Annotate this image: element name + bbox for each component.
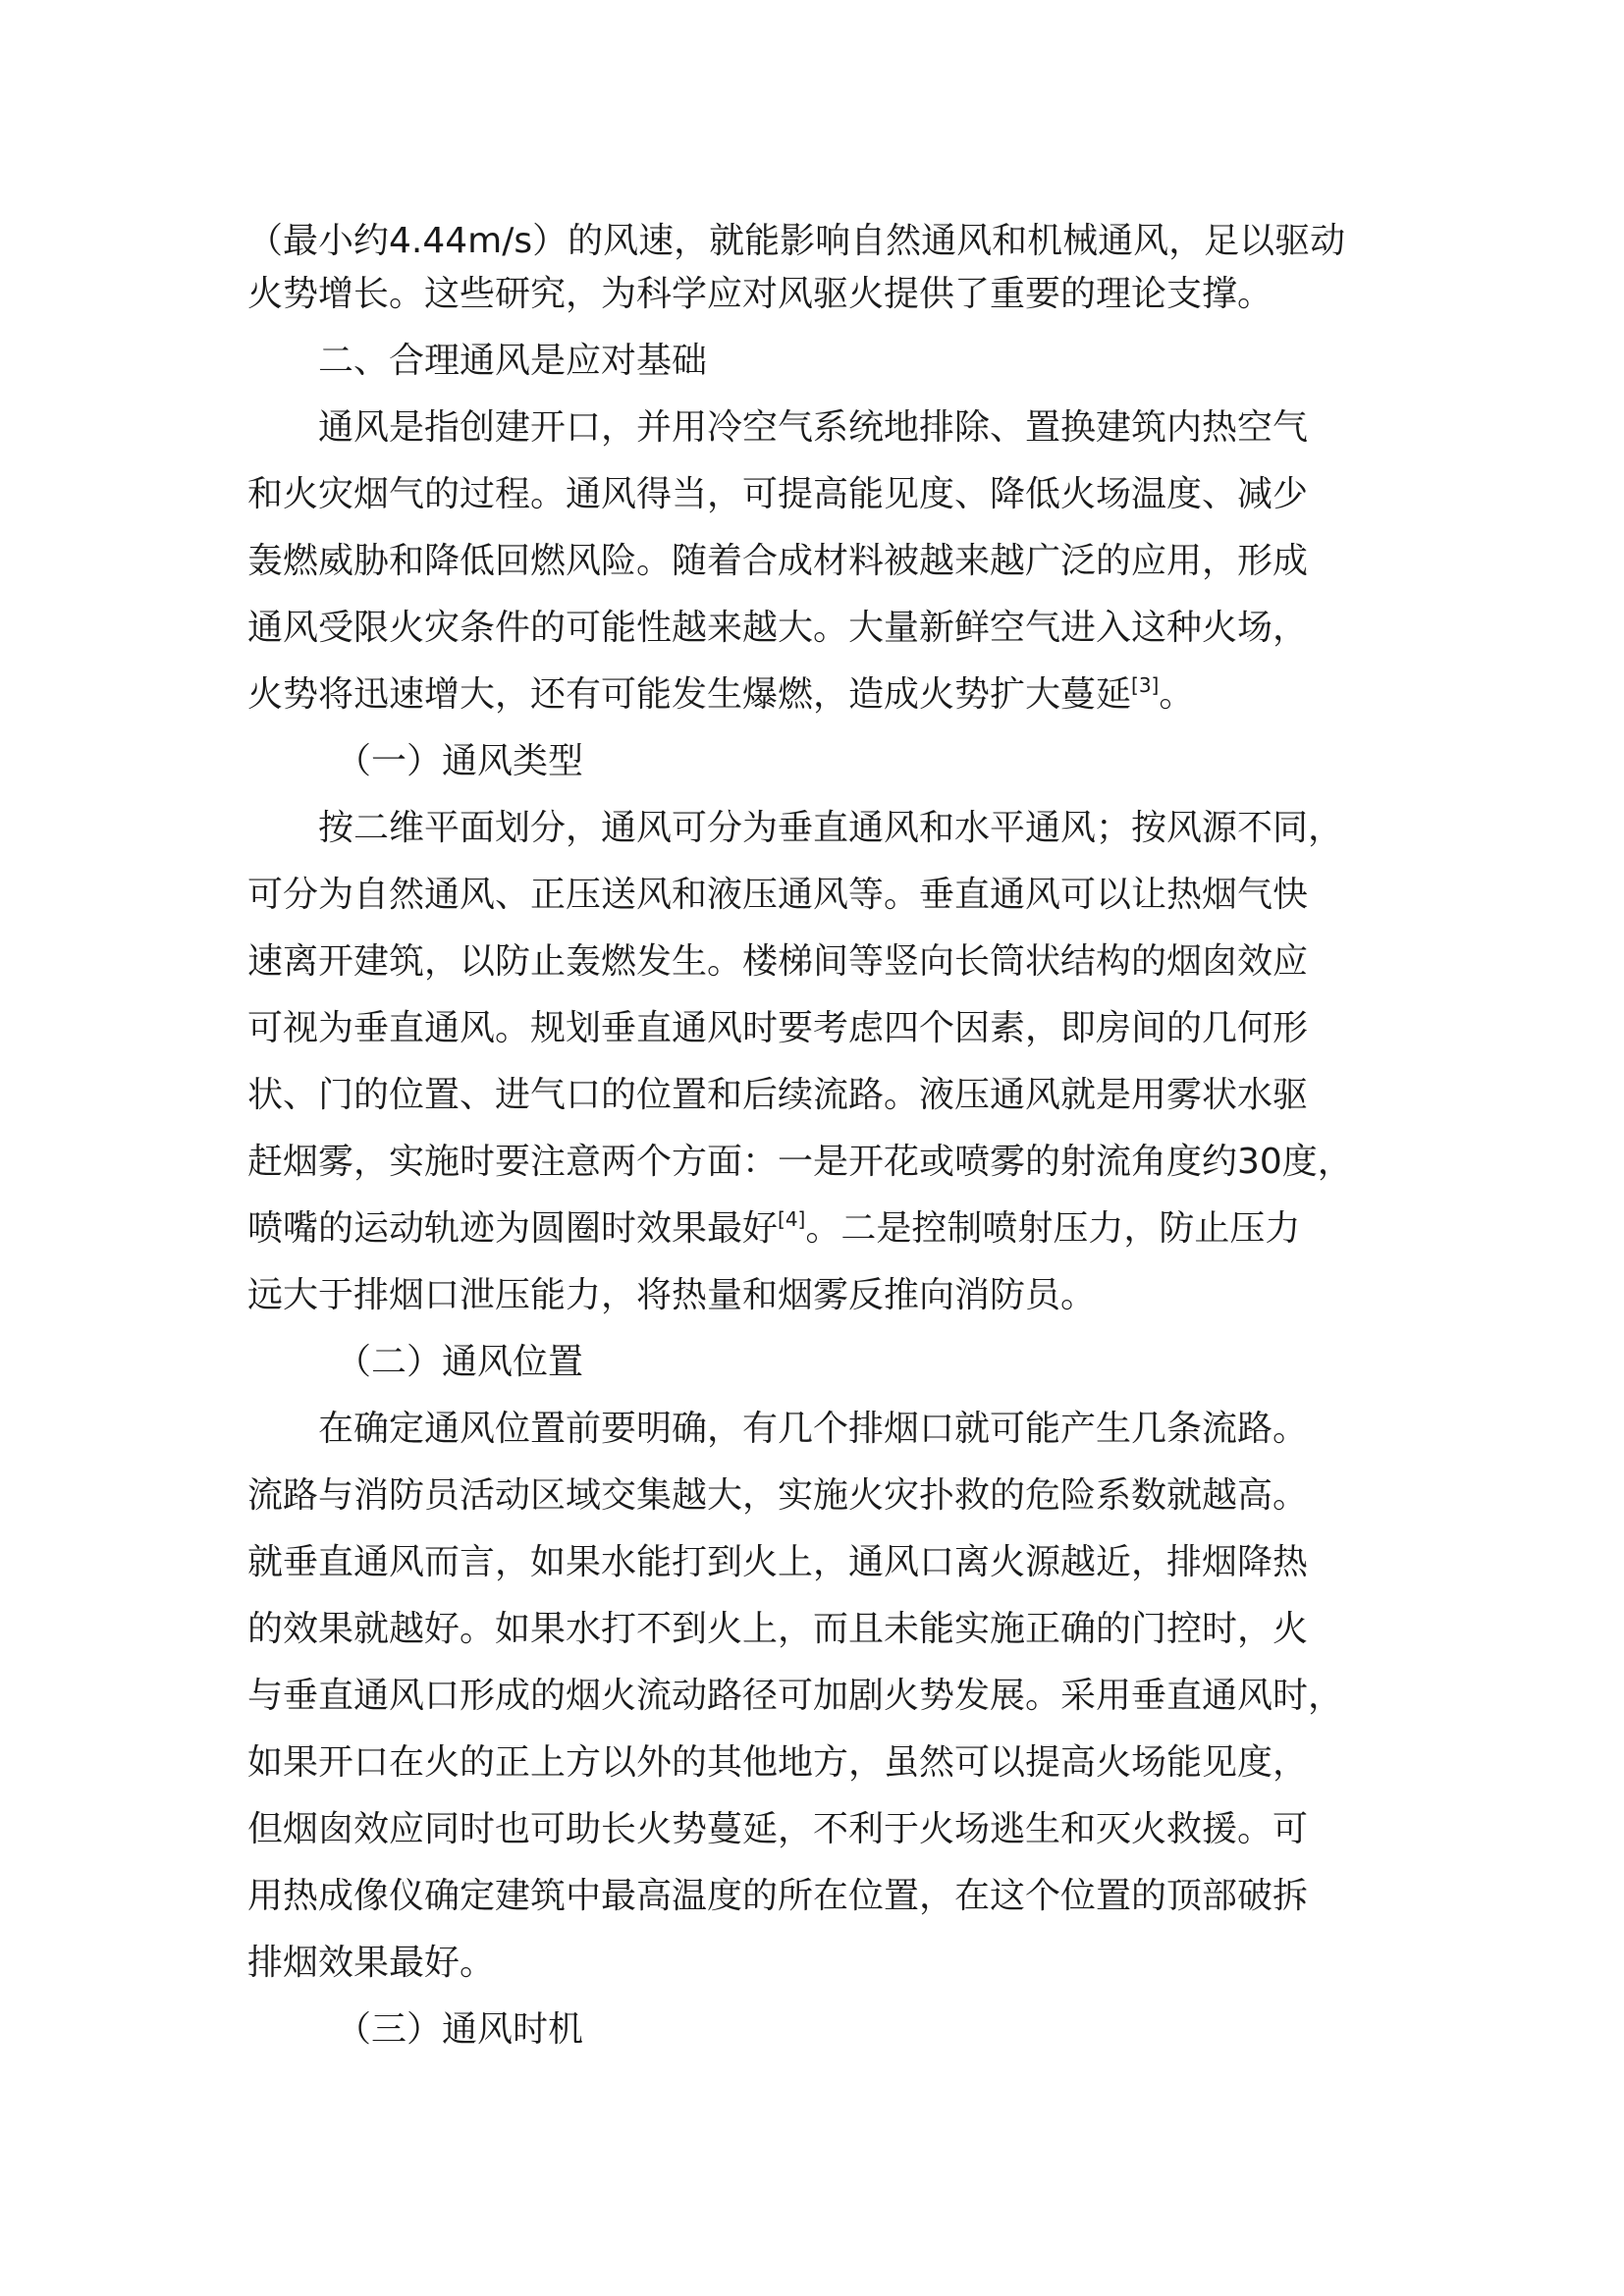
paragraph-line: 通风受限火灾条件的可能性越来越大。大量新鲜空气进入这种火场， (247, 608, 1309, 648)
paragraph-line: 速离开建筑，以防止轰燃发生。楼梯间等竖向长筒状结构的烟囱效应 (247, 941, 1309, 982)
body-text (247, 215, 1396, 2056)
paragraph-line: 状、门的位置、进气口的位置和后续流路。液压通风就是用雾状水驱 (247, 1075, 1309, 1115)
paragraph-line: 通风是指创建开口，并用冷空气系统地排除、置换建筑内热空气 (318, 407, 1309, 448)
paragraph-line: 就垂直通风而言，如果水能打到火上，通风口离火源越近，排烟降热 (247, 1542, 1309, 1582)
paragraph-line: 喷嘴的运动轨迹为圆圈时效果最好[4]。二是控制喷射压力，防止压力 (247, 1207, 1301, 1249)
paragraph-line: 远大于排烟口泄压能力，将热量和烟雾反推向消防员。 (247, 1275, 1097, 1315)
paragraph-line: 轰燃威胁和降低回燃风险。随着合成材料被越来越广泛的应用，形成 (247, 541, 1309, 581)
paragraph-line: 但烟囱效应同时也可助长火势蔓延，不利于火场逃生和灭火救援。可 (247, 1809, 1309, 1849)
citation-ref: [3] (1131, 673, 1160, 697)
paragraph-line: 火势将迅速增大，还有可能发生爆燃，造成火势扩大蔓延[3]。 (247, 673, 1195, 715)
subsection-heading: （三）通风时机 (336, 2009, 584, 2050)
paragraph-line: 用热成像仪确定建筑中最高温度的所在位置，在这个位置的顶部破拆 (247, 1876, 1309, 1916)
paragraph-line: 按二维平面划分，通风可分为垂直通风和水平通风；按风源不同， (318, 808, 1344, 848)
paragraph-line: 排烟效果最好。 (247, 1943, 496, 1983)
paragraph-line: 火势增长。这些研究，为科学应对风驱火提供了重要的理论支撑。 (247, 274, 1273, 314)
paragraph-line: 可视为垂直通风。规划垂直通风时要考虑四个因素，即房间的几何形 (247, 1008, 1309, 1048)
paragraph-line: 在确定通风位置前要明确，有几个排烟口就可能产生几条流路。 (318, 1409, 1309, 1449)
paragraph-line: 流路与消防员活动区域交集越大，实施火灾扑救的危险系数就越高。 (247, 1475, 1309, 1516)
citation-ref: [4] (778, 1207, 806, 1231)
subsection-heading: （一）通风类型 (336, 741, 584, 781)
paragraph-line: 如果开口在火的正上方以外的其他地方，虽然可以提高火场能见度， (247, 1742, 1309, 1783)
paragraph-line: 与垂直通风口形成的烟火流动路径可加剧火势发展。采用垂直通风时， (247, 1676, 1344, 1716)
subsection-heading: （二）通风位置 (336, 1342, 584, 1382)
paragraph-line: 和火灾烟气的过程。通风得当，可提高能见度、降低火场温度、减少 (247, 474, 1309, 514)
section-heading: 二、合理通风是应对基础 (318, 341, 708, 381)
paragraph-line: （最小约4.44m/s）的风速，就能影响自然通风和机械通风，足以驱动 (247, 221, 1346, 261)
paragraph-line: 可分为自然通风、正压送风和液压通风等。垂直通风可以让热烟气快 (247, 875, 1309, 915)
paragraph-line: 的效果就越好。如果水打不到火上，而且未能实施正确的门控时，火 (247, 1609, 1309, 1649)
paragraph-line: 赶烟雾，实施时要注意两个方面：一是开花或喷雾的射流角度约30度， (247, 1142, 1353, 1182)
